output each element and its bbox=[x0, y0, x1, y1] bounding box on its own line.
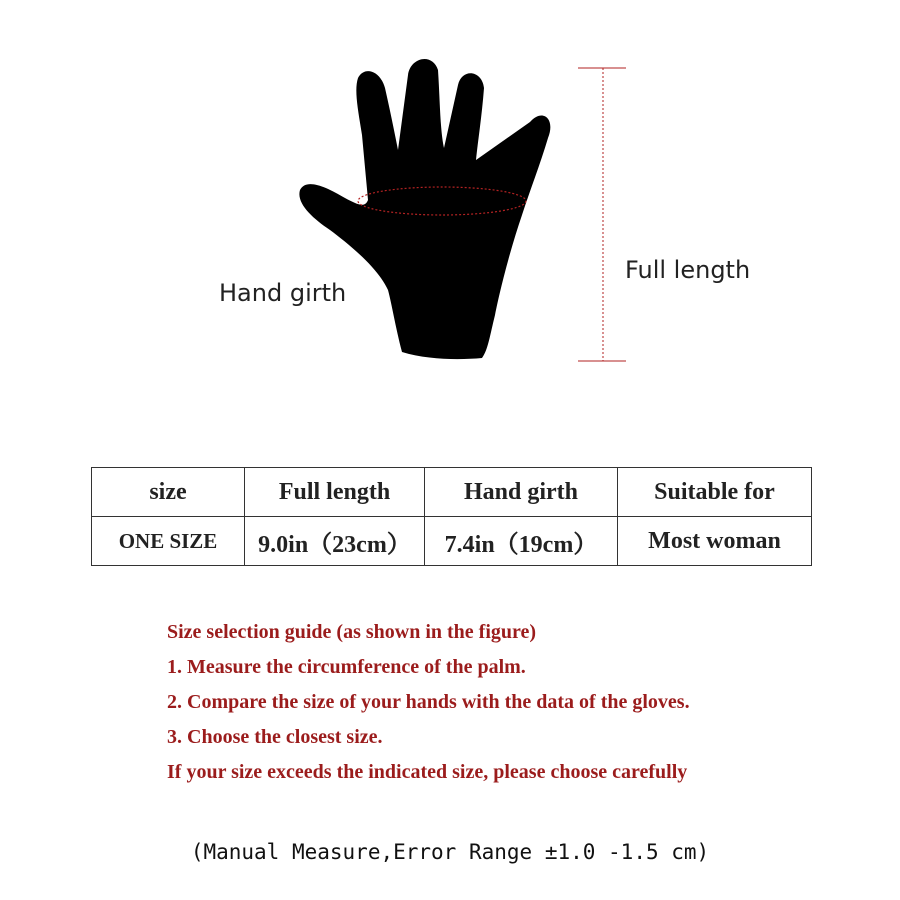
hand-girth-label: Hand girth bbox=[219, 279, 347, 307]
table-header-row bbox=[92, 468, 812, 517]
guide-title: Size selection guide (as shown in the figure) bbox=[167, 621, 537, 643]
full-length-bracket bbox=[578, 68, 626, 361]
header-hand-girth: Hand girth bbox=[425, 468, 618, 517]
size-guide bbox=[167, 615, 690, 790]
error-range-note: (Manual Measure,Error Range ±1.0 -1.5 cm) bbox=[190, 840, 710, 864]
size-table bbox=[91, 467, 812, 566]
table-row bbox=[92, 517, 812, 566]
cell-size: ONE SIZE bbox=[92, 517, 245, 566]
guide-step-1: 1. Measure the circumference of the palm. bbox=[167, 656, 526, 678]
guide-step-2: 2. Compare the size of your hands with the data of the gloves. bbox=[167, 691, 690, 713]
cell-suitable-for: Most woman bbox=[618, 517, 812, 566]
cell-hand-girth: 7.4in（19cm） bbox=[425, 517, 618, 566]
hand-diagram bbox=[0, 0, 900, 420]
header-full-length: Full length bbox=[245, 468, 425, 517]
cell-full-length: 9.0in（23cm） bbox=[245, 517, 425, 566]
guide-warning: If your size exceeds the indicated size, please choose carefully bbox=[167, 761, 688, 783]
header-suitable-for: Suitable for bbox=[618, 468, 812, 517]
measurement-figure bbox=[0, 0, 900, 420]
header-size: size bbox=[92, 468, 245, 517]
full-length-label: Full length bbox=[625, 256, 751, 284]
guide-step-3: 3. Choose the closest size. bbox=[167, 726, 383, 748]
